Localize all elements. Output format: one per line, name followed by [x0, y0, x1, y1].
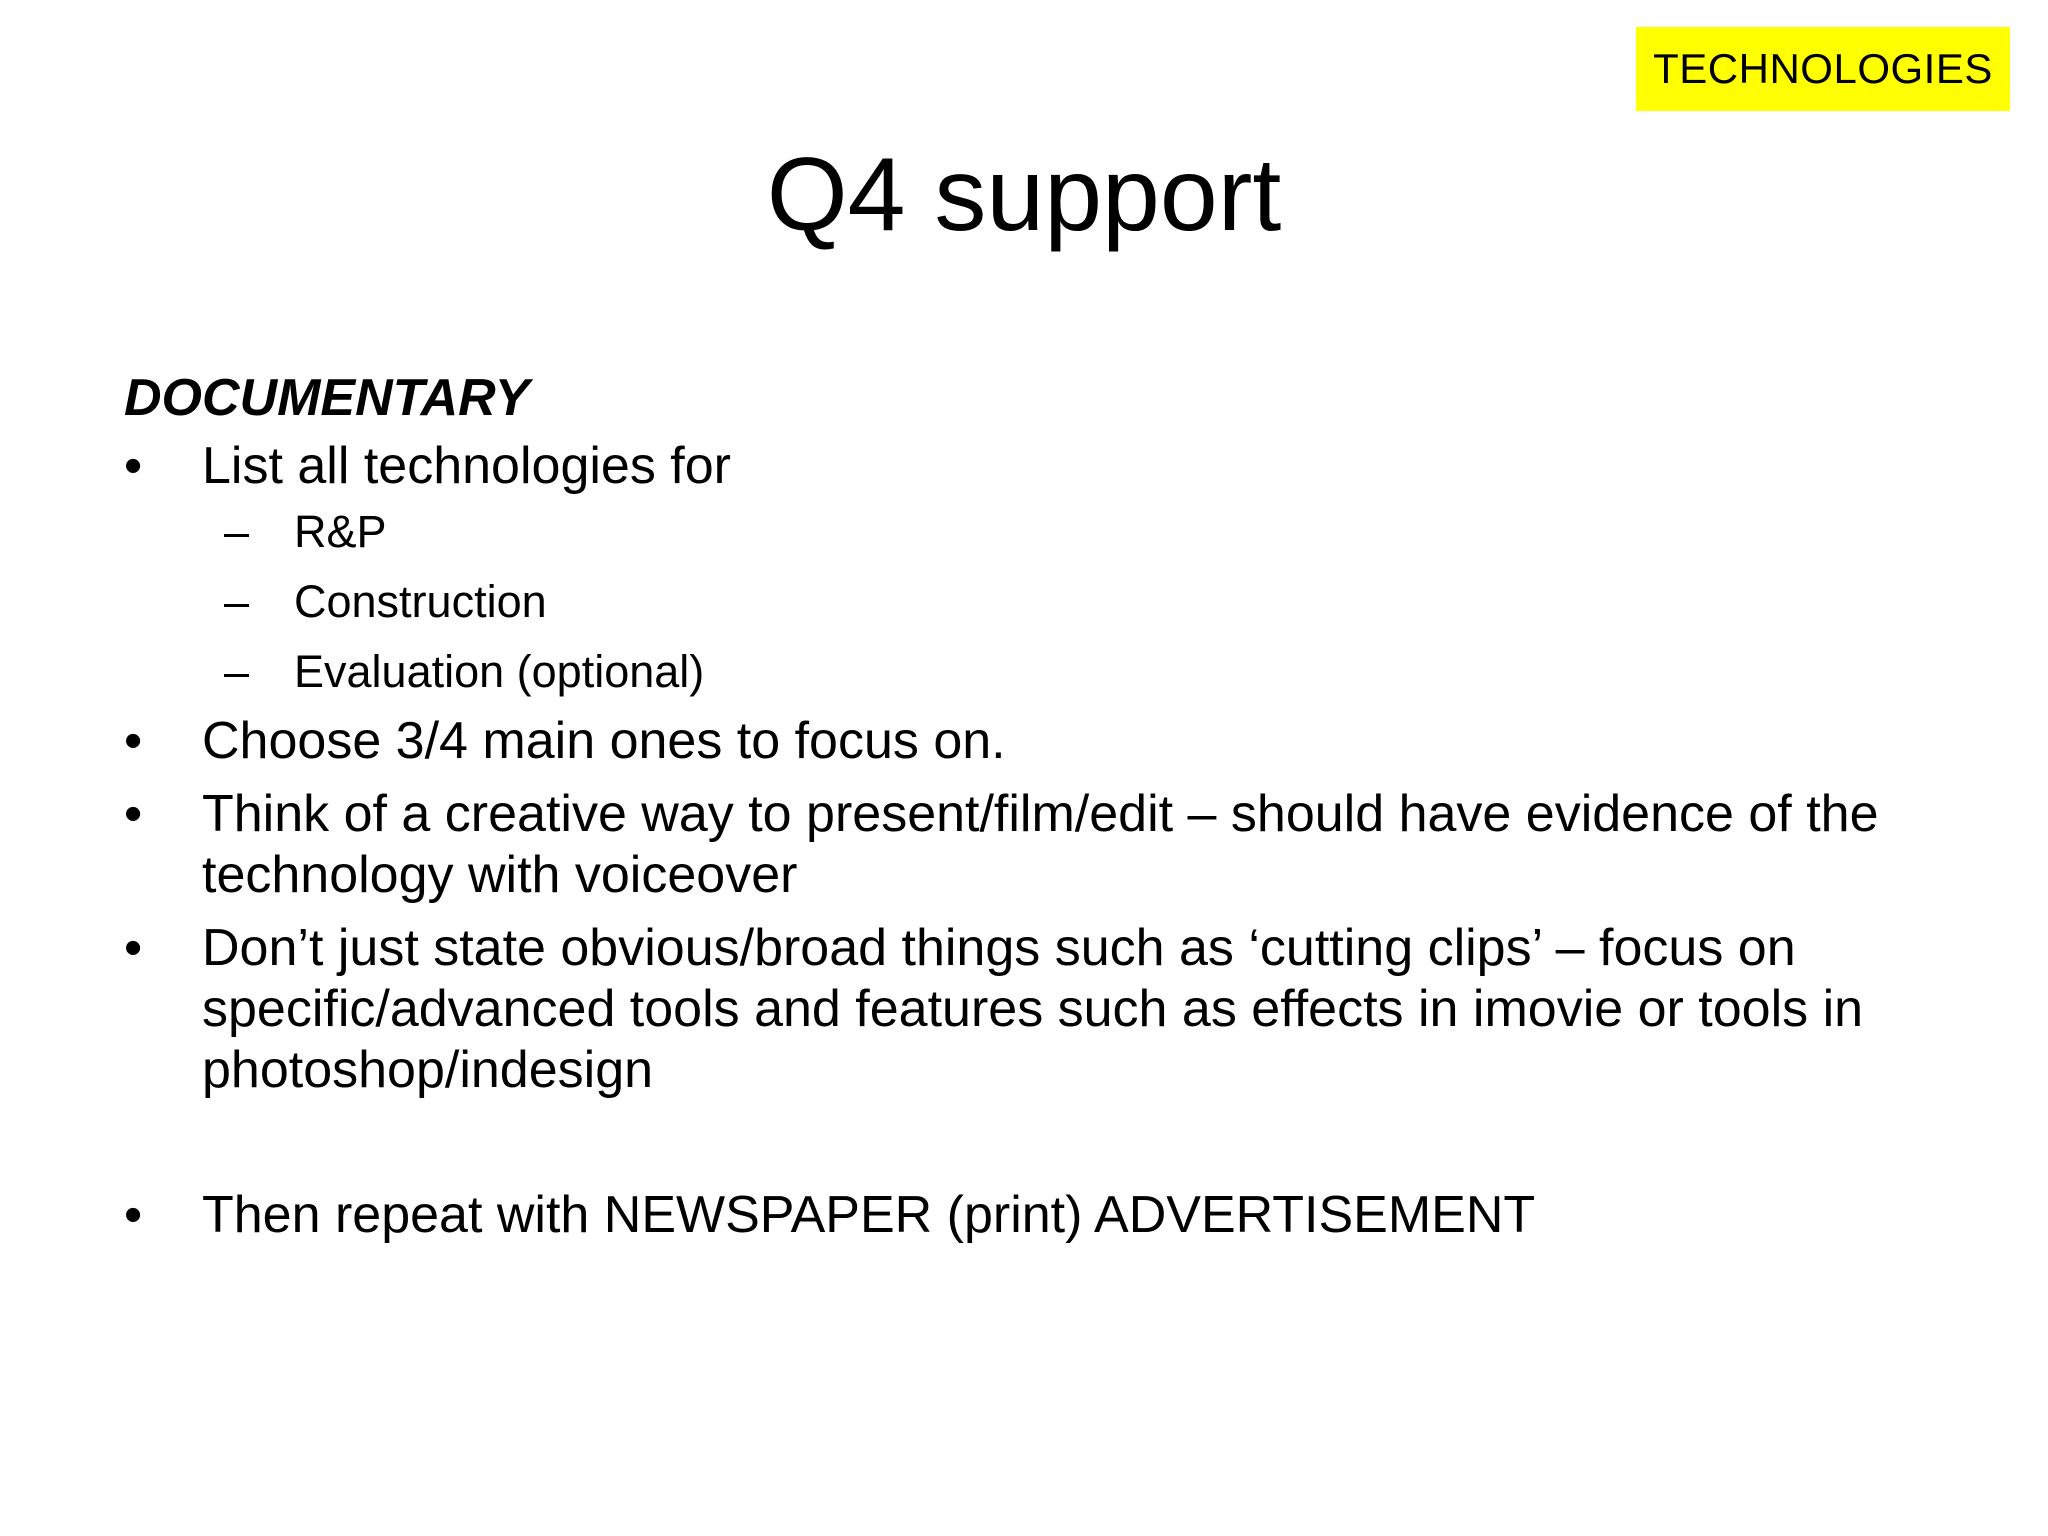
- bullet-item: [124, 711, 1954, 772]
- sub-bullet-item: [124, 567, 1954, 637]
- bullet-text: List all technologies for: [202, 437, 731, 495]
- slide-body: [124, 360, 1954, 1258]
- bullet-marker: •: [124, 785, 143, 843]
- bullet-text: Choose 3/4 main ones to focus on.: [202, 712, 1006, 770]
- bullet-marker: •: [124, 712, 143, 770]
- spacer: [124, 1113, 1954, 1185]
- bullet-marker: •: [124, 919, 143, 977]
- dash-marker: –: [224, 506, 250, 557]
- sub-bullet-text: R&P: [294, 506, 387, 557]
- sub-bullet-item: [124, 497, 1954, 567]
- technologies-tag: [1636, 27, 2010, 111]
- bullet-text: Don’t just state obvious/broad things such as ‘cutting clips’ – focus on specific/advanced tools and features such as effects in imovie or tools in photoshop/indesign: [202, 919, 1864, 1099]
- bullet-item: [124, 918, 1954, 1101]
- bullet-item: [124, 436, 1954, 497]
- bullet-item: [124, 1185, 1954, 1246]
- sub-bullet-text: Construction: [294, 576, 547, 627]
- tag-label: TECHNOLOGIES: [1653, 45, 1993, 92]
- dash-marker: –: [224, 576, 250, 627]
- section-heading: DOCUMENTARY: [124, 369, 530, 427]
- sub-bullet-text: Evaluation (optional): [294, 646, 705, 697]
- bullet-text: Think of a creative way to present/film/edit – should have evidence of the technology with voiceover: [202, 785, 1879, 904]
- sub-bullet-item: [124, 637, 1954, 707]
- bullet-marker: •: [124, 437, 143, 495]
- bullet-marker: •: [124, 1186, 143, 1244]
- bullet-item: [124, 784, 1954, 906]
- bullet-text: Then repeat with NEWSPAPER (print) ADVERTISEMENT: [202, 1186, 1536, 1244]
- slide-title: Q4 support: [766, 137, 1282, 253]
- dash-marker: –: [224, 646, 250, 697]
